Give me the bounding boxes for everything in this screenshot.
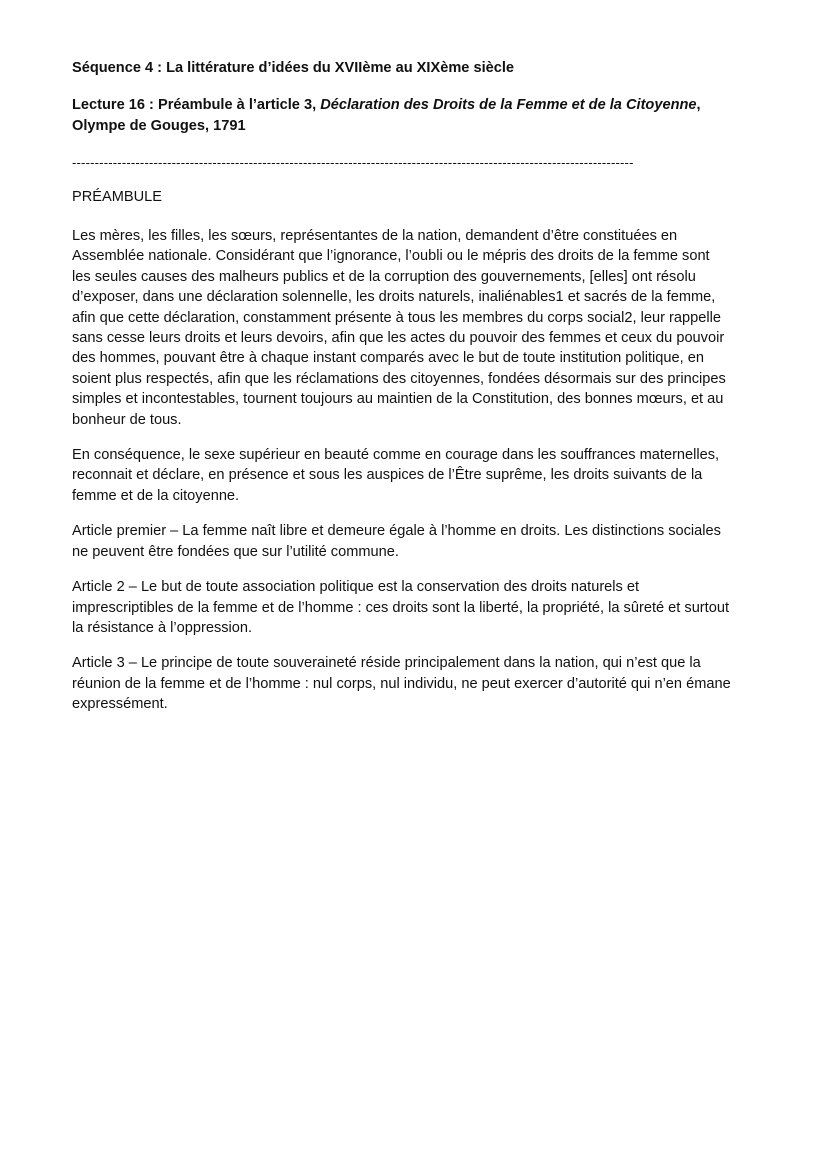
sequence-heading: Séquence 4 : La littérature d’idées du XVIIème au XIXème siècle: [72, 60, 515, 76]
lecture-heading-suffix: , Olympe de Gouges, 1791: [72, 97, 701, 134]
lecture-heading: [72, 95, 732, 137]
paragraph-consequence: En conséquence, le sexe supérieur en beauté comme en courage dans les souffrances maternelles, reconnait et déclare, en présence et sous les auspices de l’Être suprême, les droits suivants de la femme et de la citoyenne.: [72, 447, 720, 504]
work-title: Déclaration des Droits de la Femme et de la Citoyenne: [320, 97, 697, 113]
section-title: PRÉAMBULE: [72, 189, 163, 205]
paragraph-article-1: Article premier – La femme naît libre et demeure égale à l’homme en droits. Les distinctions sociales ne peuvent être fondées que sur l’utilité commune.: [72, 523, 721, 560]
document-page: [72, 58, 732, 730]
paragraph-article-3: Article 3 – Le principe de toute souveraineté réside principalement dans la nation, qui n’est que la réunion de la femme et de l’homme : nul corps, nul individu, ne peut exercer d’autorité qui n’en émane expressément.: [72, 655, 731, 713]
dashed-separator: ----------------------------------------------------------------------------------------------------------------------------: [72, 155, 634, 170]
paragraph-preamble: Les mères, les filles, les sœurs, représentantes de la nation, demandent d’être constituées en Assemblée nationale. Considérant que l’ignorance, l’oubli ou le mépris des droits de la femme sont les seules causes des malheurs publics et de la corruption des gouvernements, [elles] ont résolu d’exposer, dans une déclaration solennelle, les droits naturels, inaliénables1 et sacrés de la femme, afin que cette déclaration, constamment présente à tous les membres du corps social2, leur rappelle sans cesse leurs droits et leurs devoirs, afin que les actes du pouvoir des femmes et ceux du pouvoir des hommes, pouvant être à chaque instant comparés avec le but de toute institution politique, en soient plus respectés, afin que les réclamations des citoyennes, fondées désormais sur des principes simples et incontestables, tournent toujours au maintien de la Constitution, des bonnes mœurs, et au bonheur de tous.: [72, 228, 726, 428]
paragraph-article-2: Article 2 – Le but de toute association politique est la conservation des droits naturels et imprescriptibles de la femme et de l’homme : ces droits sont la liberté, la propriété, la sûreté et surtout la résistance à l’oppression.: [72, 579, 730, 636]
lecture-heading-prefix: Lecture 16 : Préambule à l’article 3,: [72, 97, 321, 113]
